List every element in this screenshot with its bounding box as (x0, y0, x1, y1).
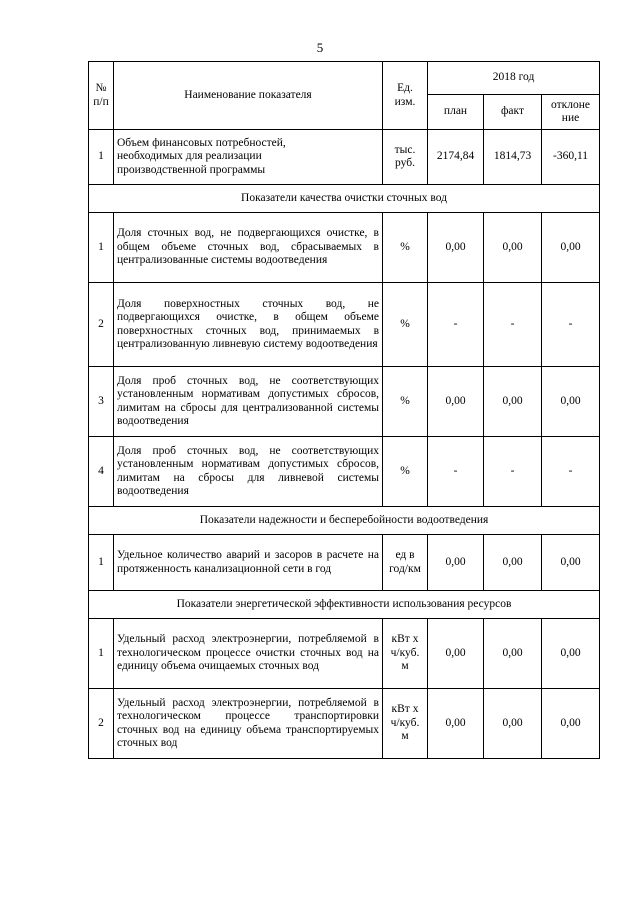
row-fact: - (484, 437, 542, 507)
header-fact: факт (484, 95, 542, 130)
header-plan: план (428, 95, 484, 130)
table-row (89, 130, 600, 185)
table-row (89, 367, 600, 437)
row-num: 1 (89, 619, 114, 689)
row-name: Доля проб сточных вод, не соответствующих установленным нормативам допустимых сбросов, лимитам на сбросы для централизованной системы водоотведения (114, 367, 383, 437)
row-num: 3 (89, 367, 114, 437)
header-unit: Ед. изм. (383, 62, 428, 130)
row-deviation: 0,00 (542, 619, 600, 689)
row-num: 1 (89, 130, 114, 185)
table-row (89, 437, 600, 507)
row-unit: % (383, 213, 428, 283)
section-title: Показатели энергетической эффективности использования ресурсов (89, 591, 600, 619)
row-fact: 0,00 (484, 619, 542, 689)
section-row (89, 185, 600, 213)
indicators-table (88, 61, 600, 759)
row-name: Доля проб сточных вод, не соответствующих установленным нормативам допустимых сбросов, лимитам на сбросы для ливневой системы водоотведения (114, 437, 383, 507)
row-fact: 0,00 (484, 367, 542, 437)
page-number: 5 (316, 40, 324, 55)
row-fact: 0,00 (484, 689, 542, 759)
row-num: 1 (89, 213, 114, 283)
row-unit: % (383, 283, 428, 367)
row-name: Доля поверхностных сточных вод, не подвергающихся очистке, в общем объеме поверхностных сточных вод, принимаемых в централизованную ливневую систему водоотведения (114, 283, 383, 367)
section-row (89, 591, 600, 619)
row-deviation: 0,00 (542, 367, 600, 437)
row-plan: 0,00 (428, 619, 484, 689)
table-row (89, 213, 600, 283)
row-deviation: - (542, 283, 600, 367)
row-name: Удельный расход электроэнергии, потребляемой в технологическом процессе очистки сточных вод на единицу объема очищаемых сточных вод (114, 619, 383, 689)
row-deviation: 0,00 (542, 535, 600, 591)
row-num: 4 (89, 437, 114, 507)
header-deviation: отклоне ние (542, 95, 600, 130)
row-unit: кВт х ч/куб. м (383, 619, 428, 689)
row-num: 2 (89, 689, 114, 759)
row-deviation: 0,00 (542, 213, 600, 283)
header-year: 2018 год (428, 62, 600, 95)
section-title: Показатели надежности и бесперебойности водоотведения (89, 507, 600, 535)
row-num: 2 (89, 283, 114, 367)
table-row (89, 689, 600, 759)
row-plan: - (428, 437, 484, 507)
row-fact: 1814,73 (484, 130, 542, 185)
row-name: Удельное количество аварий и засоров в расчете на протяженность канализационной сети в год (114, 535, 383, 591)
row-plan: - (428, 283, 484, 367)
table-row (89, 619, 600, 689)
row-unit: % (383, 437, 428, 507)
row-deviation: 0,00 (542, 689, 600, 759)
row-fact: - (484, 283, 542, 367)
row-num: 1 (89, 535, 114, 591)
section-title: Показатели качества очистки сточных вод (89, 185, 600, 213)
row-plan: 0,00 (428, 689, 484, 759)
row-unit: тыс. руб. (383, 130, 428, 185)
table-row (89, 535, 600, 591)
header-row-1 (89, 62, 600, 95)
row-unit: кВт х ч/куб. м (383, 689, 428, 759)
section-row (89, 507, 600, 535)
row-unit: % (383, 367, 428, 437)
table-row (89, 283, 600, 367)
row-deviation: -360,11 (542, 130, 600, 185)
header-name: Наименование показателя (114, 62, 383, 130)
row-fact: 0,00 (484, 535, 542, 591)
row-deviation: - (542, 437, 600, 507)
row-plan: 0,00 (428, 535, 484, 591)
row-plan: 2174,84 (428, 130, 484, 185)
row-plan: 0,00 (428, 367, 484, 437)
row-name: Удельный расход электроэнергии, потребляемой в технологическом процессе транспортировки сточных вод на единицу объема транспортируемых сточных вод (114, 689, 383, 759)
row-name: Объем финансовых потребностей, необходимых для реализации производственной программы (114, 130, 383, 185)
row-plan: 0,00 (428, 213, 484, 283)
header-num: № п/п (89, 62, 114, 130)
row-fact: 0,00 (484, 213, 542, 283)
row-name: Доля сточных вод, не подвергающихся очистке, в общем объеме сточных вод, сбрасываемых в централизованные системы водоотведения (114, 213, 383, 283)
row-unit: ед в год/км (383, 535, 428, 591)
